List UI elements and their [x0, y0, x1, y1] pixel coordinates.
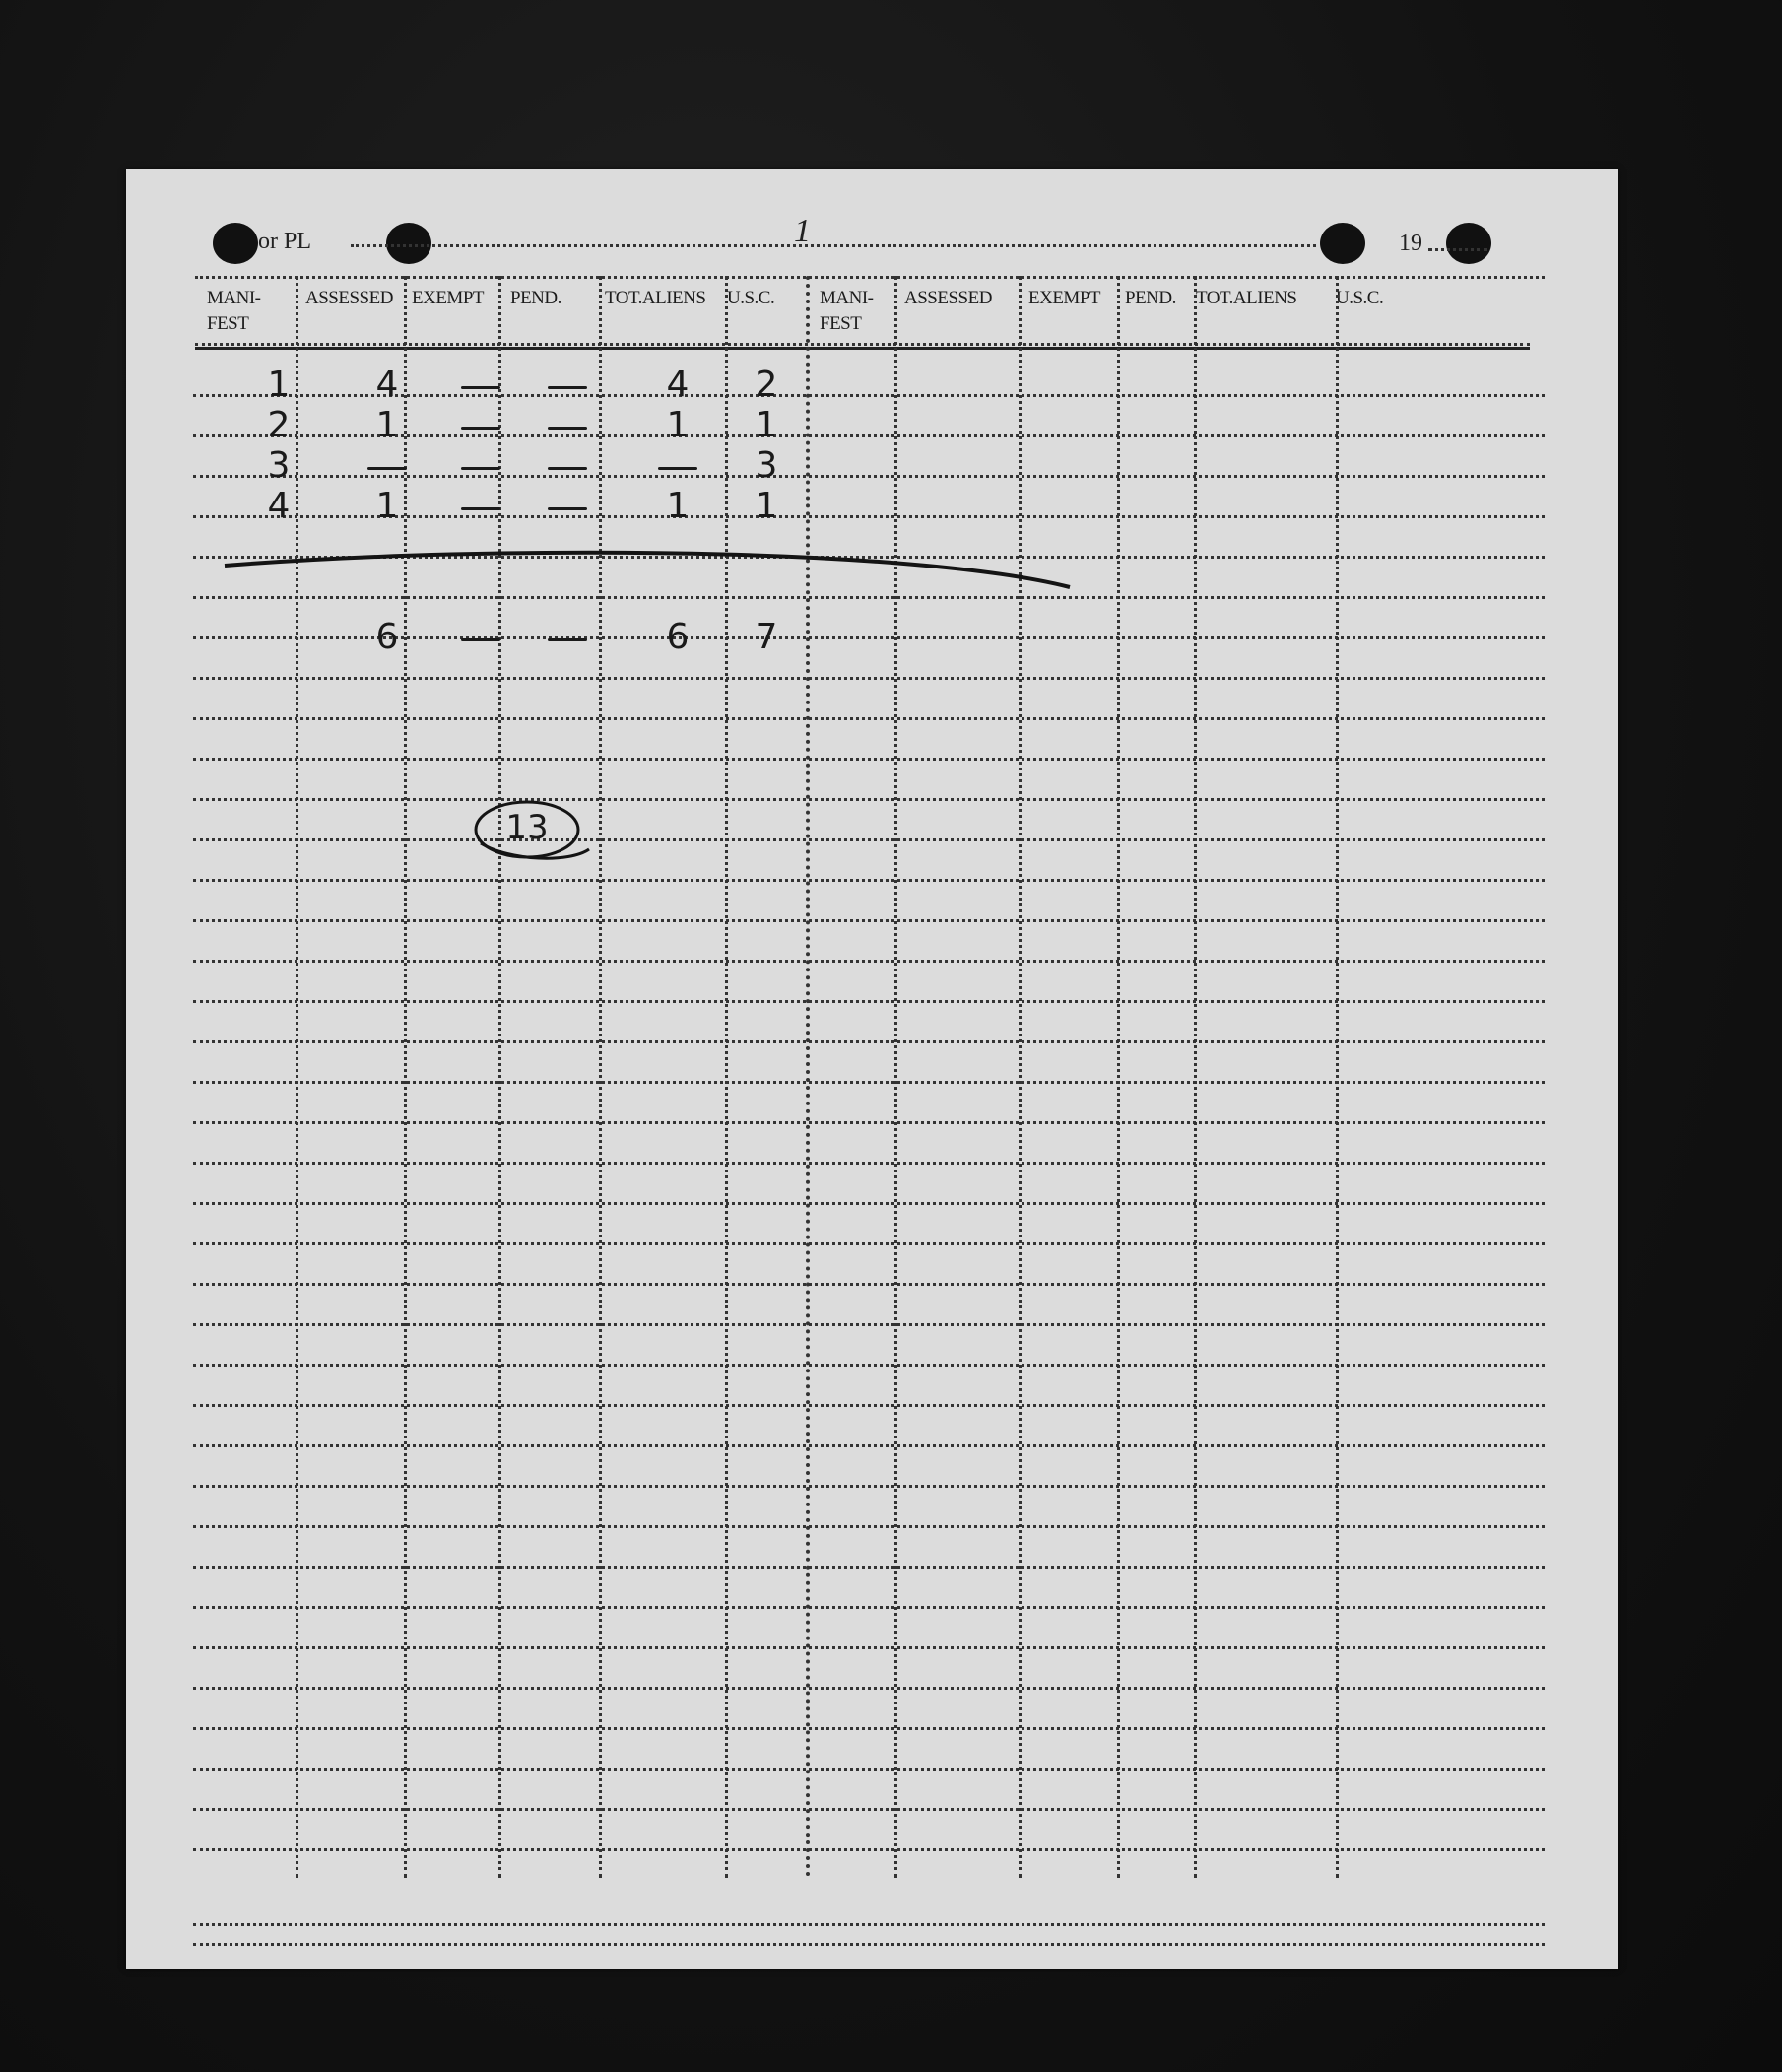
row-1-assessed: 4	[375, 365, 399, 405]
left-col-header-4: TOT.ALIENS	[605, 288, 706, 308]
right-col-header-0: MANI- FEST	[820, 288, 874, 334]
year-label: 19	[1399, 231, 1422, 256]
port-label: or PL	[258, 229, 311, 254]
row-1-manifest: 1	[267, 365, 291, 405]
row-3-manifest: 3	[267, 445, 291, 486]
handwritten-overlay	[126, 169, 1618, 1969]
row-2-assessed: 1	[375, 405, 399, 445]
total-underline-stroke	[225, 553, 1070, 587]
circled-total-value: 13	[505, 808, 549, 847]
left-col-header-5: U.S.C.	[727, 288, 775, 308]
row-4-manifest: 4	[267, 486, 291, 526]
row-4-usc: 1	[755, 486, 778, 526]
row-2-tot_aliens: 1	[666, 405, 690, 445]
left-col-header-0: MANI- FEST	[207, 288, 261, 334]
census-form-page	[126, 169, 1618, 1969]
right-col-header-5: U.S.C.	[1336, 288, 1384, 308]
row-1-tot_aliens: 4	[666, 365, 690, 405]
right-col-header-1: ASSESSED	[904, 288, 992, 308]
left-col-header-3: PEND.	[510, 288, 561, 308]
left-col-header-2: EXEMPT	[412, 288, 484, 308]
row-4-tot_aliens: 1	[666, 486, 690, 526]
row-1-usc: 2	[755, 365, 778, 405]
row-4-assessed: 1	[375, 486, 399, 526]
row-3-usc: 3	[755, 445, 778, 486]
right-col-header-3: PEND.	[1125, 288, 1176, 308]
right-col-header-2: EXEMPT	[1028, 288, 1100, 308]
right-col-header-4: TOT.ALIENS	[1196, 288, 1297, 308]
total-tot_aliens: 6	[666, 617, 690, 657]
handwritten-mark: 1	[794, 213, 811, 249]
row-2-manifest: 2	[267, 405, 291, 445]
total-assessed: 6	[375, 617, 399, 657]
row-2-usc: 1	[755, 405, 778, 445]
total-usc: 7	[755, 617, 778, 657]
left-col-header-1: ASSESSED	[305, 288, 393, 308]
